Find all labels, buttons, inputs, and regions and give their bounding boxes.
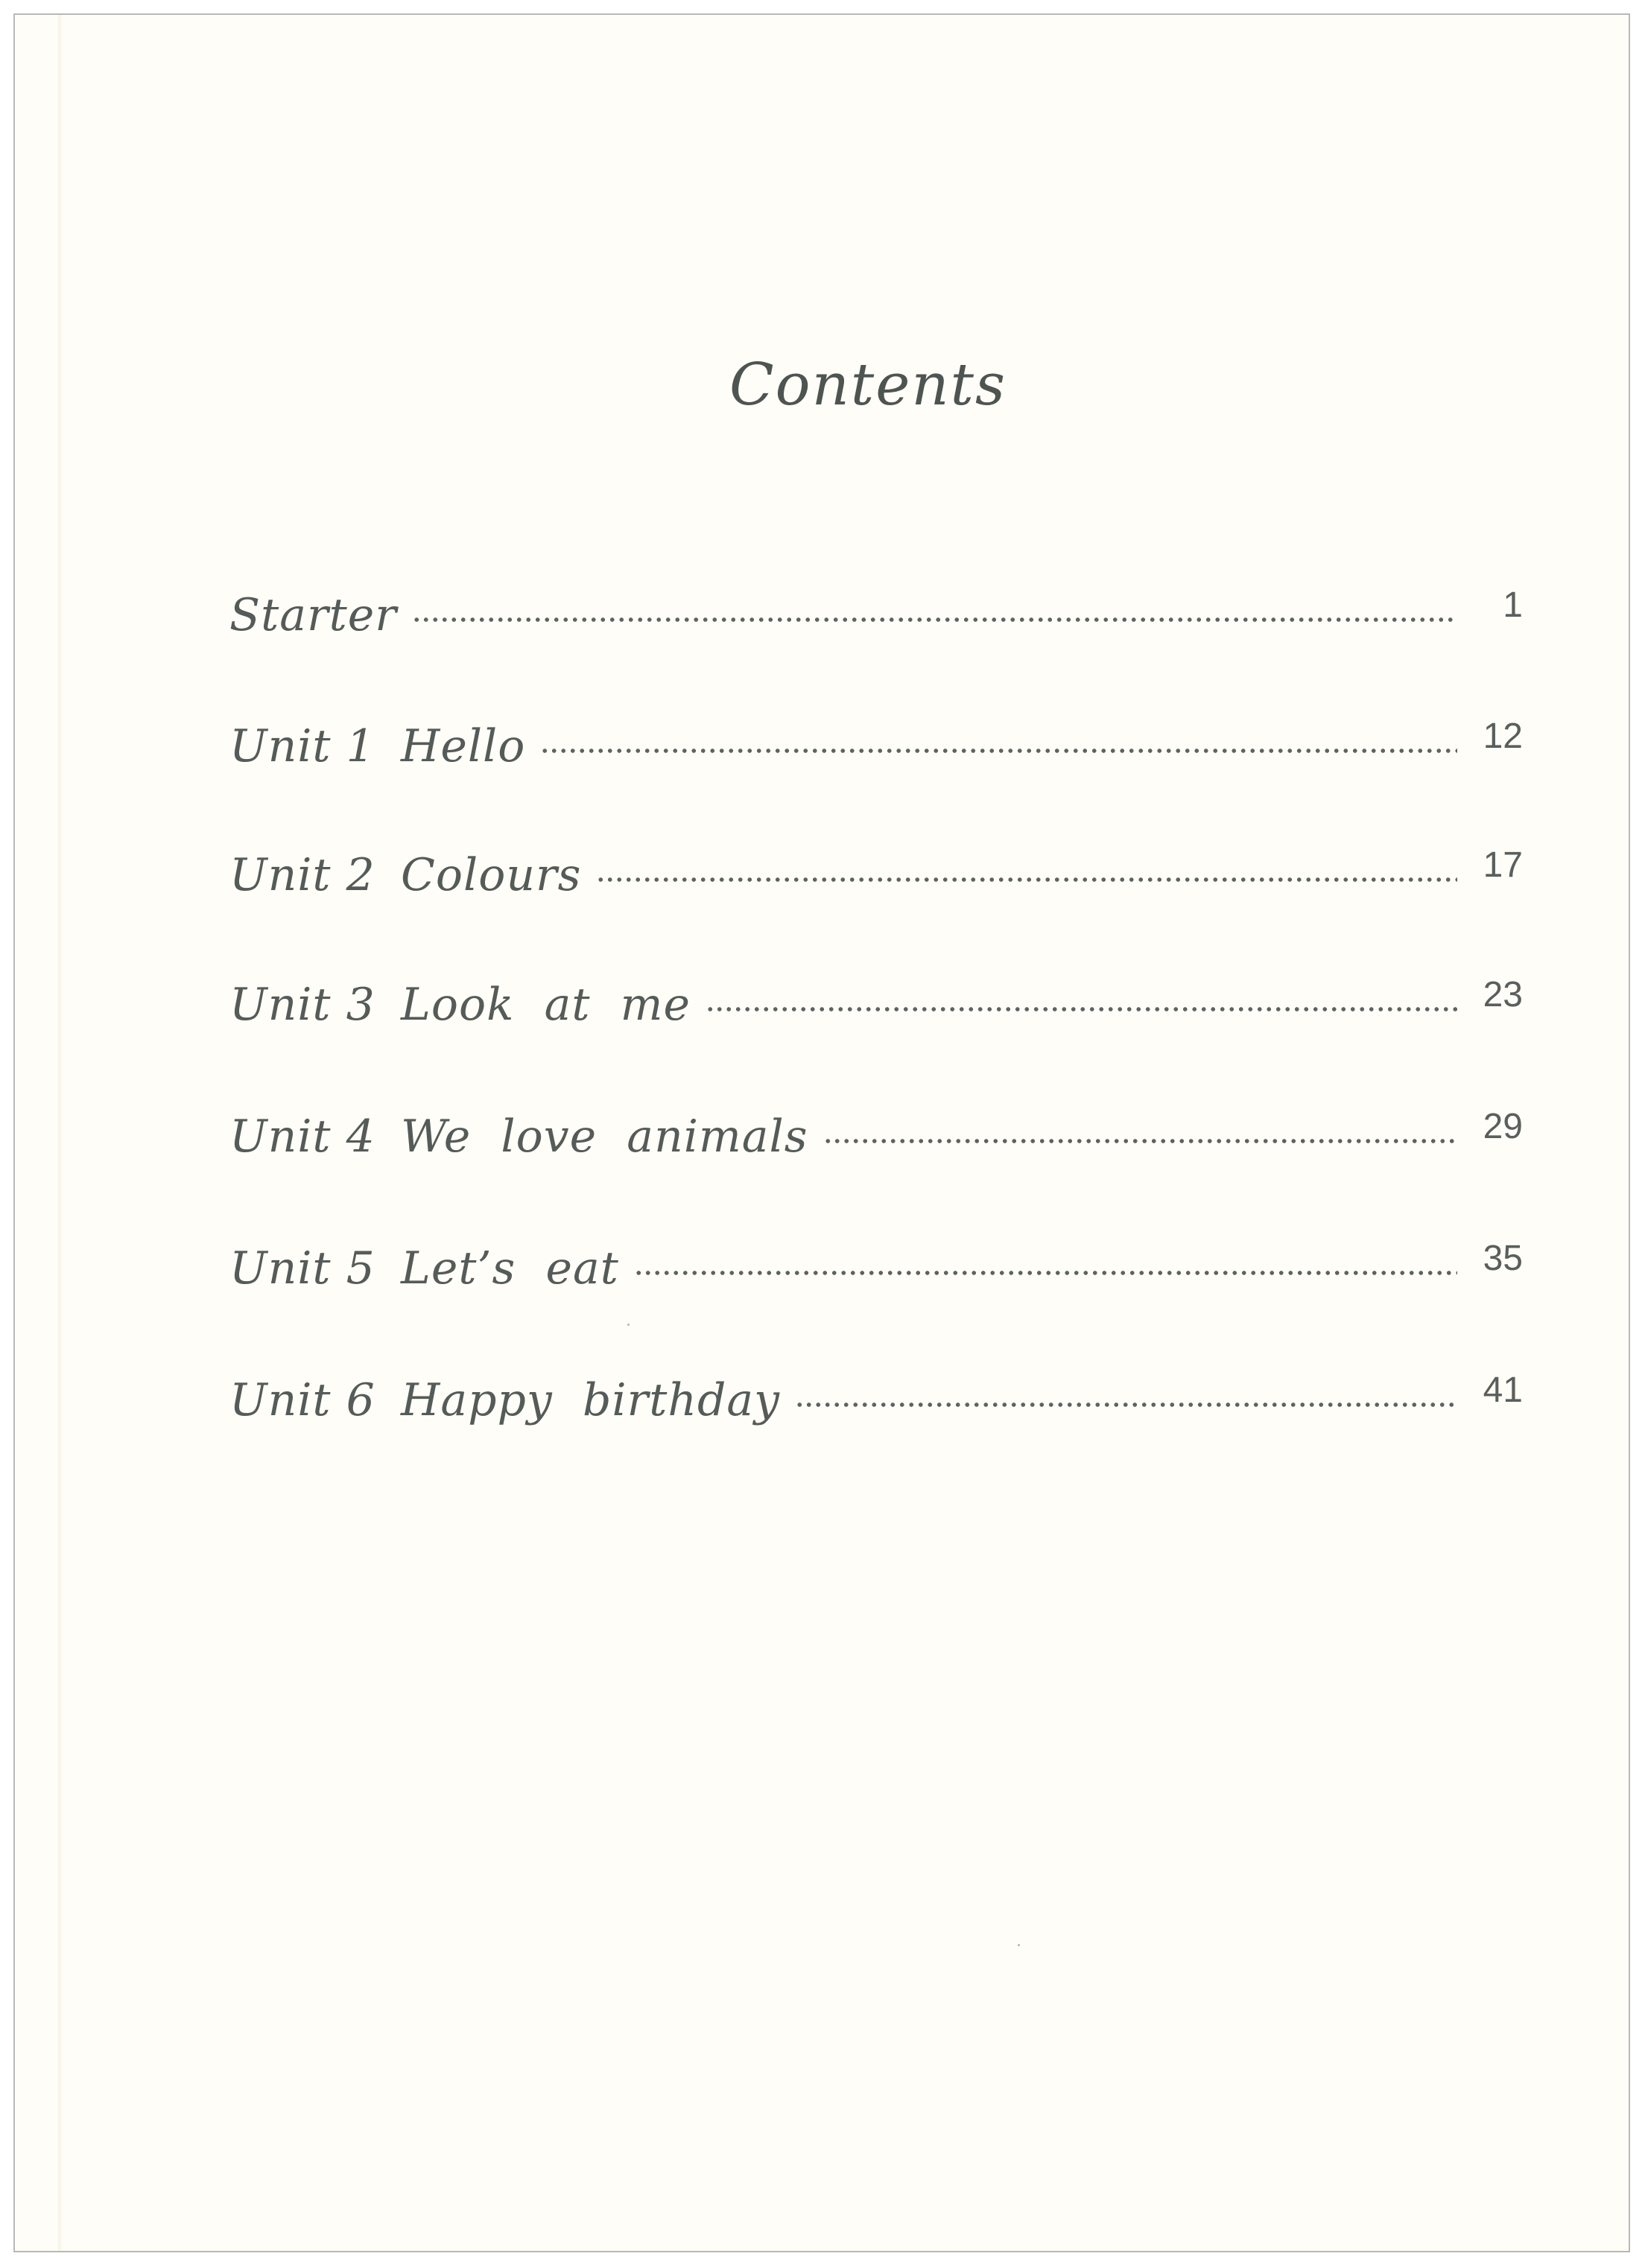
toc-entry-unit-1[interactable] <box>229 709 1523 784</box>
toc-entry-label: Hello <box>401 720 526 772</box>
toc-entry-label: Let’s eat <box>401 1242 619 1295</box>
paper-speck <box>1018 1944 1020 1946</box>
dot-leader <box>634 1270 1457 1276</box>
toc-entry-unit: Unit 4 <box>229 1111 375 1163</box>
toc-entry-unit: Unit 6 <box>229 1374 375 1426</box>
toc-entry-page-number: 29 <box>1483 1106 1523 1146</box>
toc-entry-label: Colours <box>401 849 582 901</box>
dot-leader <box>706 1006 1457 1012</box>
toc-entry-unit-5[interactable] <box>229 1231 1523 1306</box>
toc-entry-unit: Unit 3 <box>229 979 375 1031</box>
toc-entry-page-number: 12 <box>1483 716 1523 756</box>
dot-leader <box>412 617 1457 623</box>
toc-entry-label: Starter <box>229 589 397 641</box>
page-title: Contents <box>729 352 1007 419</box>
dot-leader <box>795 1402 1457 1408</box>
dot-leader <box>823 1138 1457 1144</box>
table-of-contents <box>15 15 1629 2251</box>
dot-leader <box>540 748 1457 754</box>
toc-entry-starter[interactable] <box>229 578 1523 652</box>
toc-entry-unit: Unit 5 <box>229 1242 375 1295</box>
toc-entry-unit-3[interactable] <box>229 968 1523 1042</box>
toc-entry-unit-2[interactable] <box>229 838 1523 912</box>
toc-entry-page-number: 35 <box>1483 1238 1523 1278</box>
paper-speck <box>627 1324 630 1326</box>
toc-entry-unit-6[interactable] <box>229 1363 1523 1438</box>
toc-entry-unit: Unit 1 <box>229 720 375 772</box>
toc-entry-page-number: 17 <box>1483 845 1523 885</box>
toc-entry-unit: Unit 2 <box>229 849 375 901</box>
toc-entry-label: Look at me <box>401 979 691 1031</box>
toc-entry-label: We love animals <box>401 1111 808 1163</box>
toc-entry-label: Happy birthday <box>401 1374 781 1426</box>
dot-leader <box>596 877 1457 883</box>
toc-entry-page-number: 23 <box>1483 974 1523 1014</box>
toc-entry-page-number: 1 <box>1503 585 1523 625</box>
toc-entry-unit-4[interactable] <box>229 1099 1523 1174</box>
toc-entry-page-number: 41 <box>1483 1370 1523 1410</box>
book-page <box>13 13 1630 2252</box>
